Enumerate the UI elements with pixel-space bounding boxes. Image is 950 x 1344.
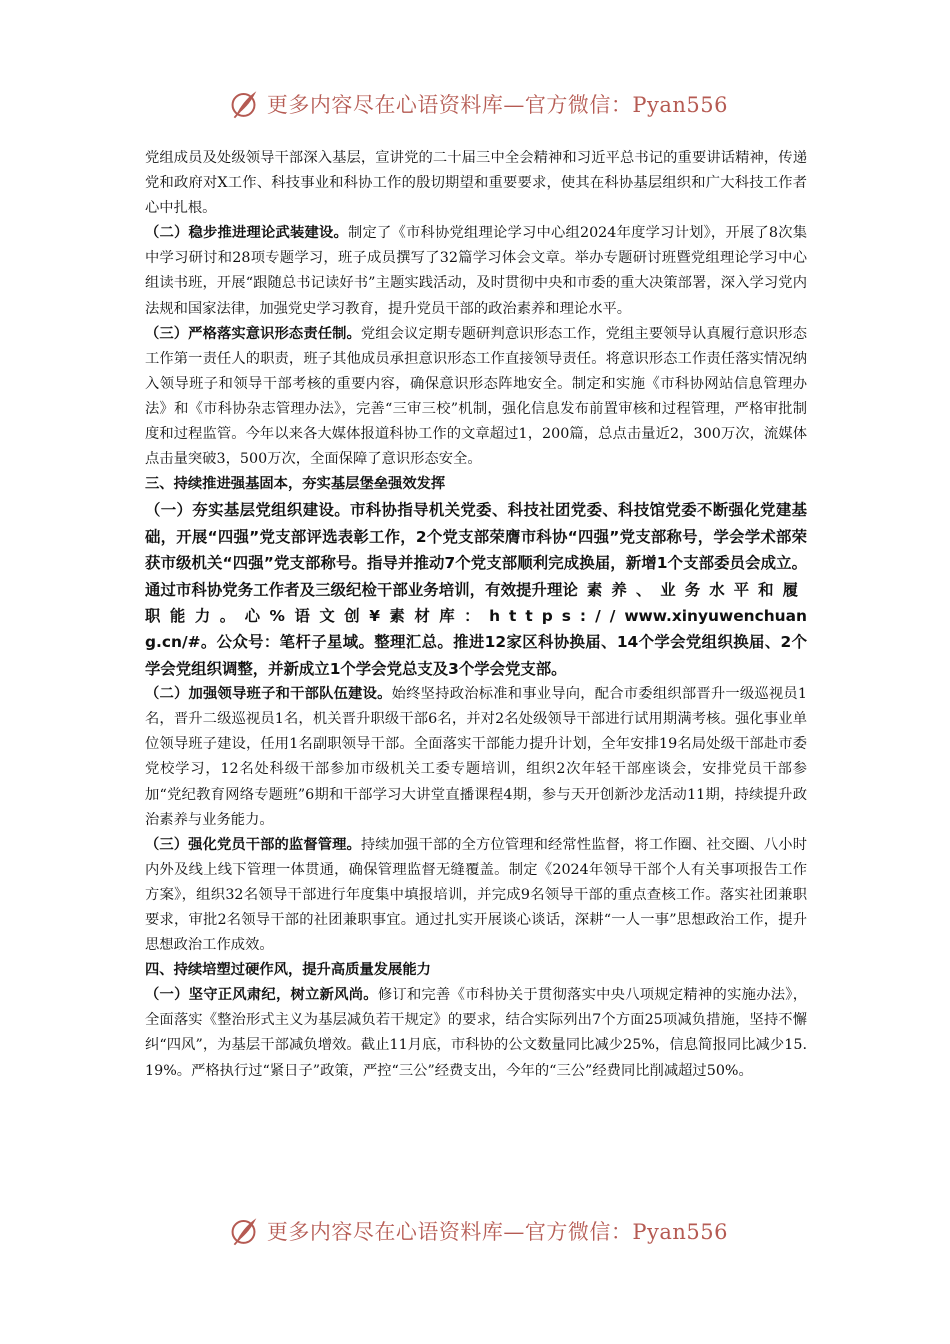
paragraph: （三）严格落实意识形态责任制。党组会议定期专题研判意识形态工作，党组主要领导认真履行意识形态工作第一责任人的职责，班子其他成员承担意识形态工作直接领导责任。将意识形态工作责任落实情况纳入领导班子和领导干部考核的重要内容，确保意识形态阵地安全。制定和实施《市科协网站信息管理办法》和《市科协杂志管理办法》，完善“三审三校”机制，强化信息发布前置审核和过程管理，严格审批制度和过程监管。今年以来各大媒体报道科协工作的文章超过1，200篇，总点击量近2，300万次，流媒体点击量突破3，500万次，全面保障了意识形态安全。 xyxy=(145,325,808,468)
paragraph: （二）加强领导班子和干部队伍建设。始终坚持政治标准和事业导向，配合市委组织部晋升一级巡视员1名，晋升二级巡视员1名，机关晋升职级干部6名，并对2名处级领导干部进行试用期满考核。强化事业单位领导班子建设，任用1名副职领导干部。全面落实干部能力提升计划，全年安排19名局处级干部赴市委党校学习，12名处科级干部参加市级机关工委专题培训，组织2次年轻干部座谈会，安排党员干部参加“党纪教育网络专题班”6期和干部学习大讲堂直播课程4期，参与天开创新沙龙活动11期，持续提升政治素养与业务能力。 xyxy=(145,686,808,828)
paragraph-heading: （三）严格落实意识形态责任制。 xyxy=(145,325,361,342)
paragraph-heading: （一）坚守正风肃纪，树立新风尚。 xyxy=(145,987,378,1004)
watermark-banner-top xyxy=(228,84,728,124)
paragraph-heading: （二）加强领导班子和干部队伍建设。 xyxy=(145,686,392,703)
feather-pen-logo-icon xyxy=(228,1213,261,1249)
watermark-banner-bottom xyxy=(228,1211,728,1251)
watermark-text: 更多内容尽在心语资料库—官方微信：Pyan556 xyxy=(266,1220,728,1244)
paragraph-heading: （三）强化党员干部的监督管理。 xyxy=(145,836,361,853)
watermark-text: 更多内容尽在心语资料库—官方微信：Pyan556 xyxy=(266,93,728,117)
section-heading: 四、持续培塑过硬作风，提升高质量发展能力 xyxy=(145,962,431,979)
document-body xyxy=(145,146,807,1084)
paragraph: （一）夯实基层党组织建设。市科协指导机关党委、科技社团党委、科技馆党委不断强化党建基础，开展“四强”党支部评选表彰工作，2个党支部荣膺市科协“四强”党支部称号，学会学术部荣获市级机关“四强”党支部称号。指导并推动7个党支部顺利完成换届，新增1个支部委员会成立。通过市科协党务工作者及三级纪检干部业务培训，有效提升理论素养、业务水平和履职能力。心%语文创¥素材库：https://www.xinyuwenchuang.cn/#。公众号：笔杆子星域。整理汇总。推进12家区科协换届、14个学会党组织换届、2个学会党组织调整，并新成立1个学会党总支及3个学会党支部。 xyxy=(145,501,807,678)
paragraph-heading: （二）稳步推进理论武装建设。 xyxy=(145,225,348,242)
paragraph: （三）强化党员干部的监督管理。持续加强干部的全方位管理和经常性监督，将工作圈、社交圈、八小时内外及线上线下管理一体贯通，确保管理监督无缝覆盖。制定《2024年领导干部个人有关事项报告工作方案》，组织32名领导干部进行年度集中填报培训，并完成9名领导干部的重点查核工作。落实社团兼职要求，审批2名领导干部的社团兼职事宜。通过扎实开展谈心谈话，深耕“一人一事”思想政治工作，提升思想政治工作成效。 xyxy=(145,836,808,954)
paragraph: （一）坚守正风肃纪，树立新风尚。修订和完善《市科协关于贯彻落实中央八项规定精神的实施办法》，全面落实《整治形式主义为基层减负若干规定》的要求，结合实际列出7个方面25项减负措施，坚持不懈纠“四风”，为基层干部减负增效。截止11月底，市科协的公文数量同比减少25%，信息简报同比减少15.19%。严格执行过“紧日子”政策，严控“三公”经费支出，今年的“三公”经费同比削减超过50%。 xyxy=(145,987,807,1079)
feather-pen-logo-icon xyxy=(228,86,261,122)
paragraph: 党组成员及处级领导干部深入基层，宣讲党的二十届三中全会精神和习近平总书记的重要讲话精神，传递党和政府对X工作、科技事业和科协工作的殷切期望和重要要求，使其在科协基层组织和广大科技工作者心中扎根。 xyxy=(145,150,807,217)
section-heading: 三、持续推进强基固本，夯实基层堡垒强效发挥 xyxy=(145,476,446,493)
paragraph: （二）稳步推进理论武装建设。制定了《市科协党组理论学习中心组2024年度学习计划》，开展了8次集中学习研讨和28项专题学习，班子成员撰写了32篇学习体会文章。举办专题研讨班暨党组理论学习中心组读书班，开展“跟随总书记读好书”主题实践活动，及时贯彻中央和市委的重大决策部署，深入学习党内法规和国家法律，加强党史学习教育，提升党员干部的政治素养和理论水平。 xyxy=(145,225,808,317)
